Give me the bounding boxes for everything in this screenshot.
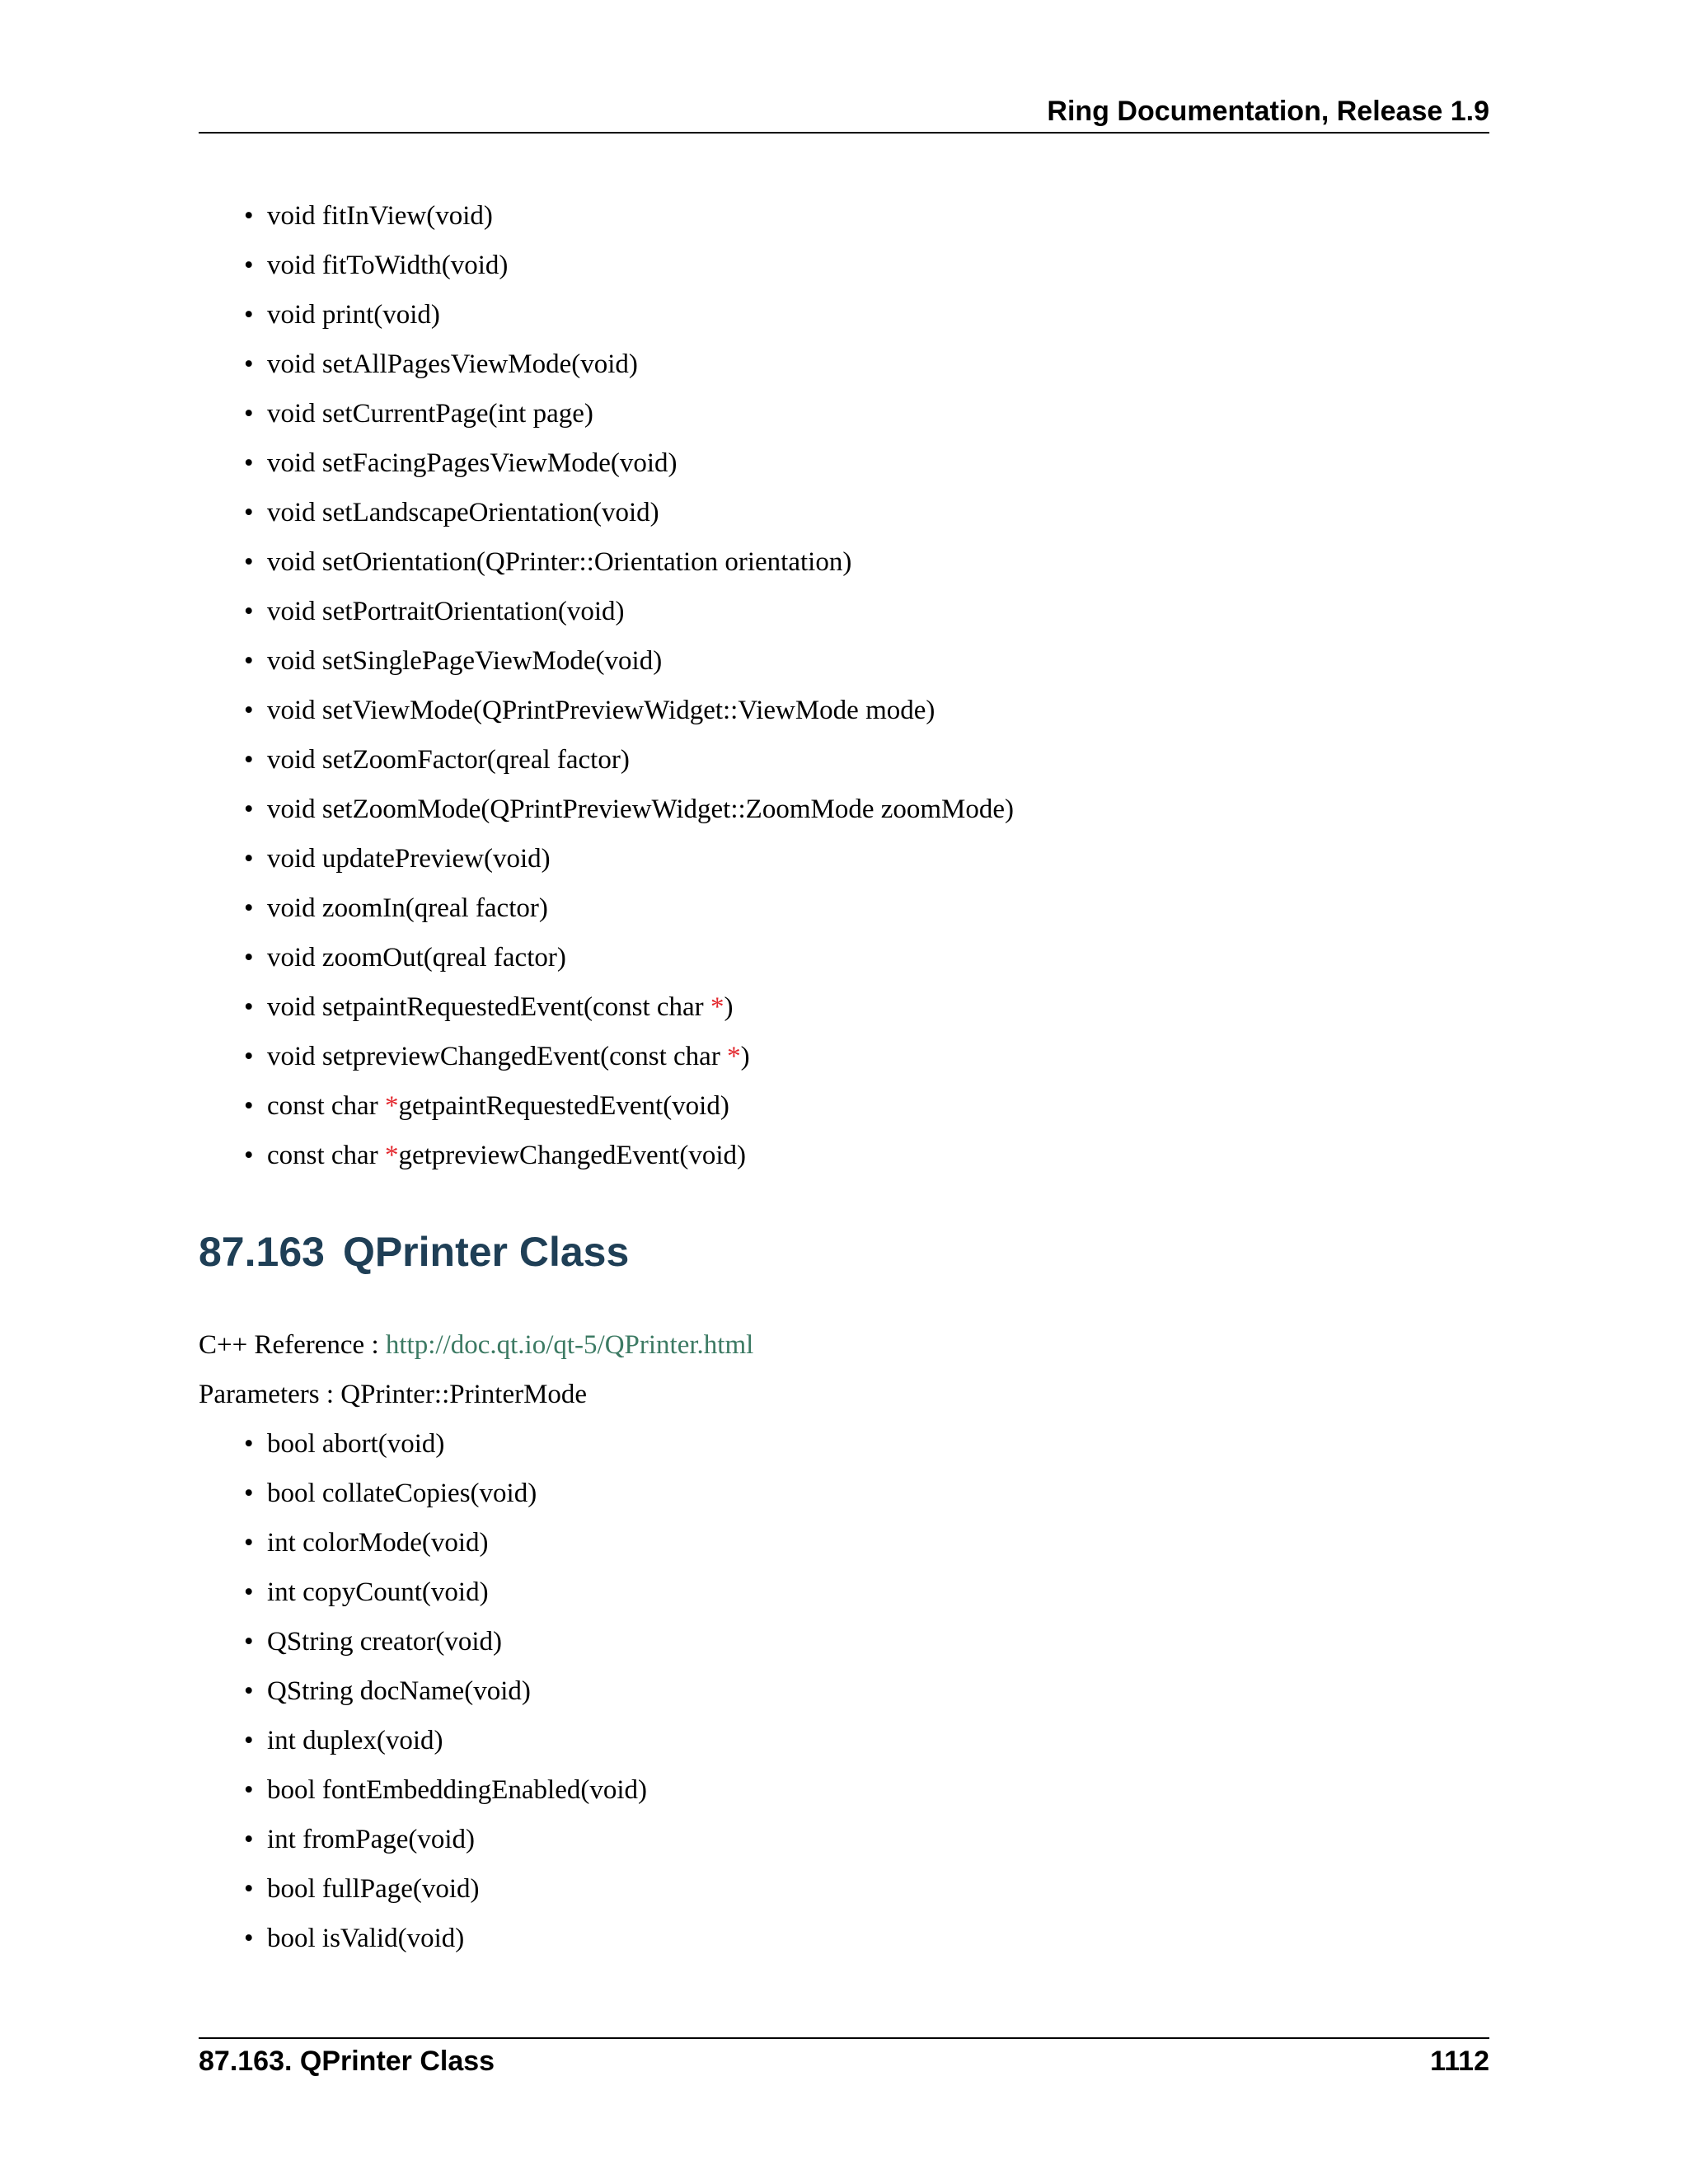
bullet-icon: • (244, 251, 254, 280)
list-item (244, 1526, 647, 1576)
bullet-icon: • (244, 943, 254, 972)
method-signature: void setAllPagesViewMode(void) (267, 349, 638, 379)
method-signature: void fitToWidth(void) (267, 251, 509, 280)
list-item (244, 546, 1014, 595)
bullet-icon: • (244, 201, 254, 231)
method-signature: bool isValid(void) (267, 1924, 465, 1953)
list-item (244, 892, 1014, 941)
method-signature-part: getpreviewChangedEvent(void) (398, 1141, 746, 1170)
method-signature: QString docName(void) (267, 1676, 531, 1706)
bullet-icon: • (244, 597, 254, 626)
parameters-line (199, 1378, 587, 1411)
method-signature: void fitInView(void) (267, 201, 493, 231)
parameters-label: Parameters : (199, 1380, 341, 1409)
bullet-icon: • (244, 1479, 254, 1508)
list-item (244, 1823, 647, 1872)
section-number: 87.163 (199, 1229, 325, 1275)
method-signature: void setPortraitOrientation(void) (267, 597, 625, 626)
method-signature-part: ) (740, 1042, 750, 1071)
footer-page-number: 1112 (1430, 2046, 1489, 2077)
method-signature: bool abort(void) (267, 1429, 445, 1459)
list-item (244, 743, 1014, 793)
bullet-icon: • (244, 844, 254, 874)
bullet-icon: • (244, 745, 254, 775)
bullet-icon: • (244, 349, 254, 379)
method-signature: void setZoomMode(QPrintPreviewWidget::ZoomMode zoomMode) (267, 794, 1015, 824)
pointer-asterisk: * (384, 1141, 399, 1170)
list-item (244, 1139, 1014, 1188)
method-signature: void zoomOut(qreal factor) (267, 943, 566, 972)
list-item (244, 348, 1014, 397)
list-item (244, 991, 1014, 1040)
bullet-icon: • (244, 1627, 254, 1657)
list-item (244, 1922, 647, 1971)
list-item (244, 447, 1014, 496)
method-signature: void setOrientation(QPrinter::Orientation orientation) (267, 547, 852, 577)
bullet-icon: • (244, 1577, 254, 1607)
reference-label: C++ Reference : (199, 1330, 386, 1360)
qprintpreview-method-list (244, 199, 1014, 1188)
list-item (244, 397, 1014, 447)
list-item (244, 1427, 647, 1477)
section-heading (199, 1228, 629, 1276)
list-item (244, 1724, 647, 1774)
method-signature: int colorMode(void) (267, 1528, 489, 1558)
method-signature: void updatePreview(void) (267, 844, 551, 874)
method-signature-part: void setpaintRequestedEvent(const char (267, 992, 710, 1022)
method-signature: int duplex(void) (267, 1726, 443, 1755)
pointer-asterisk: * (727, 1042, 741, 1071)
list-item (244, 595, 1014, 644)
method-signature: int fromPage(void) (267, 1825, 476, 1854)
qprinter-method-list (244, 1427, 647, 1971)
reference-link[interactable]: http://doc.qt.io/qt-5/QPrinter.html (385, 1330, 754, 1360)
bullet-icon: • (244, 300, 254, 330)
bullet-icon: • (244, 893, 254, 923)
bullet-icon: • (244, 646, 254, 676)
bullet-icon: • (244, 1528, 254, 1558)
list-item (244, 1576, 647, 1625)
method-signature: int copyCount(void) (267, 1577, 489, 1607)
list-item (244, 1675, 647, 1724)
method-signature: void setLandscapeOrientation(void) (267, 498, 659, 527)
list-item (244, 199, 1014, 249)
bullet-icon: • (244, 1924, 254, 1953)
list-item (244, 694, 1014, 743)
bullet-icon: • (244, 1825, 254, 1854)
list-item (244, 1774, 647, 1823)
list-item (244, 644, 1014, 694)
method-signature: bool fontEmbeddingEnabled(void) (267, 1775, 647, 1805)
bullet-icon: • (244, 399, 254, 429)
method-signature: void setZoomFactor(qreal factor) (267, 745, 630, 775)
list-item (244, 1625, 647, 1675)
method-signature: void setViewMode(QPrintPreviewWidget::ViewMode mode) (267, 696, 935, 725)
method-signature: bool collateCopies(void) (267, 1479, 537, 1508)
method-signature: void print(void) (267, 300, 440, 330)
pointer-asterisk: * (710, 992, 724, 1022)
method-signature: QString creator(void) (267, 1627, 502, 1657)
method-signature-part: const char (267, 1091, 385, 1121)
bullet-icon: • (244, 1141, 254, 1170)
method-signature: void setFacingPagesViewMode(void) (267, 448, 678, 478)
method-signature-part: ) (724, 992, 734, 1022)
pointer-asterisk: * (384, 1091, 399, 1121)
list-item (244, 1477, 647, 1526)
method-signature-part: const char (267, 1141, 385, 1170)
parameters-value: QPrinter::PrinterMode (340, 1380, 588, 1409)
method-signature: void setCurrentPage(int page) (267, 399, 593, 429)
bullet-icon: • (244, 1775, 254, 1805)
bullet-icon: • (244, 794, 254, 824)
footer-section-label: 87.163. QPrinter Class (199, 2046, 495, 2077)
bullet-icon: • (244, 448, 254, 478)
list-item (244, 793, 1014, 842)
method-signature: void setSinglePageViewMode(void) (267, 646, 663, 676)
bullet-icon: • (244, 1042, 254, 1071)
cpp-reference-line (199, 1329, 753, 1361)
bullet-icon: • (244, 1726, 254, 1755)
bullet-icon: • (244, 696, 254, 725)
list-item (244, 1040, 1014, 1090)
list-item (244, 941, 1014, 991)
list-item (244, 1090, 1014, 1139)
method-signature-part: void setpreviewChangedEvent(const char (267, 1042, 728, 1071)
list-item (244, 1872, 647, 1922)
method-signature: bool fullPage(void) (267, 1874, 480, 1904)
header-title: Ring Documentation, Release 1.9 (1047, 96, 1489, 127)
bullet-icon: • (244, 992, 254, 1022)
list-item (244, 496, 1014, 546)
section-title: QPrinter Class (342, 1229, 630, 1275)
bullet-icon: • (244, 1429, 254, 1459)
method-signature-part: getpaintRequestedEvent(void) (398, 1091, 729, 1121)
bullet-icon: • (244, 547, 254, 577)
bullet-icon: • (244, 1676, 254, 1706)
bullet-icon: • (244, 1874, 254, 1904)
list-item (244, 249, 1014, 298)
bullet-icon: • (244, 1091, 254, 1121)
page-header (199, 91, 1489, 134)
page-footer (199, 2037, 1489, 2088)
list-item (244, 842, 1014, 892)
list-item (244, 298, 1014, 348)
method-signature: void zoomIn(qreal factor) (267, 893, 548, 923)
bullet-icon: • (244, 498, 254, 527)
